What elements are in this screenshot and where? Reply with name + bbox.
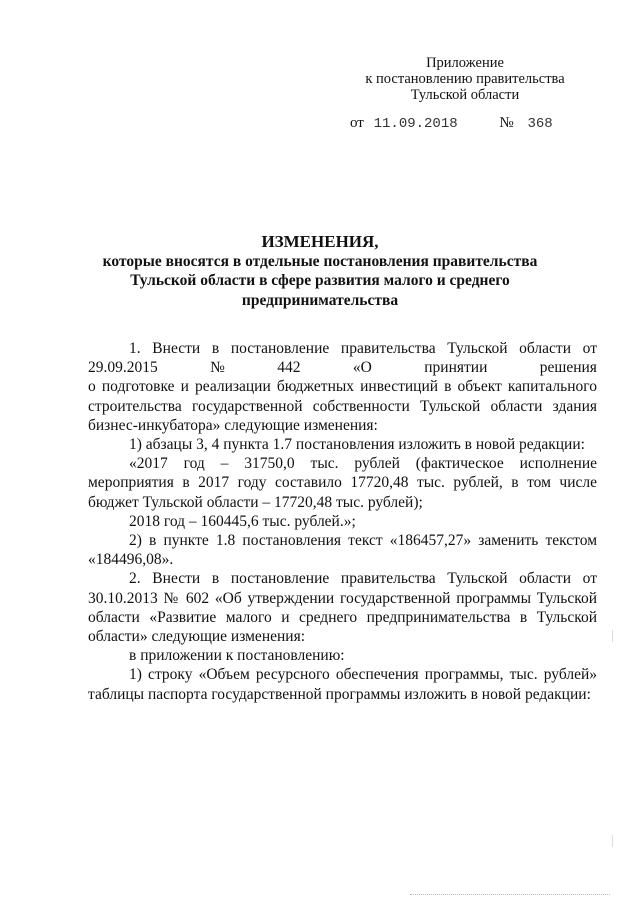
p1-word-number: 442 [277, 359, 301, 377]
paragraph-3: «2017 год – 31750,0 тыс. рублей (фактическое исполнение мероприятия в 2017 году составило 17720,48 тыс. рублей, в том числе бюджет Тульской области – 17720,48 тыс. рублей); [88, 455, 597, 511]
registration-number: 368 [527, 116, 553, 132]
paragraph-4: 2018 год – 160445,6 тыс. рублей.»; [129, 512, 356, 530]
p1-word-adoption: принятии [424, 359, 488, 377]
paragraph-1-line-1: 1. Внести в постановление правительства Тульской области от [129, 340, 597, 357]
appendix-line-3: Тульской области [410, 87, 520, 103]
from-label: от [350, 115, 364, 131]
p1-word-o: «О [352, 359, 372, 377]
paragraph-8: 1) строку «Объем ресурсного обеспечения программы, тыс. рублей» таблицы паспорта государственной программы изложить в новой редакции: [88, 666, 597, 703]
title-line-3: Тульской области в сфере развития малого и среднего [130, 272, 510, 289]
scan-artifact-mark [612, 835, 613, 847]
scan-artifact-dots [410, 892, 610, 895]
p1-word-decision: решения [539, 359, 597, 377]
appendix-line-2: к постановлению правительства [365, 71, 565, 87]
paragraph-1-line-2 [88, 358, 597, 377]
scan-artifact-mark [612, 630, 613, 642]
paragraph-6: 2. Внести в постановление правительства Тульской области от 30.10.2013 № 602 «Об утверждении государственной программы Тульской области «Развитие малого и среднего предпринимательства в Тульской области» следующие изменения: [88, 570, 597, 646]
paragraph-1-rest: о подготовке и реализации бюджетных инвестиций в объект капитального строительства государственной собственности Тульской области здания бизнес-инкубатора» следующие изменения: [88, 378, 597, 434]
document-title [60, 232, 580, 310]
title-line-2: которые вносятся в отдельные постановления правительства [102, 252, 538, 270]
paragraph-7: в приложении к постановлению: [129, 647, 345, 665]
number-label: № [499, 115, 514, 131]
paragraph-5: 2) в пункте 1.8 постановления текст «186457,27» заменить текстом «184496,08». [88, 532, 597, 569]
paragraph-2: 1) абзацы 3, 4 пункта 1.7 постановления изложить в новой редакции: [129, 436, 585, 454]
registration-line [350, 115, 553, 132]
title-head: ИЗМЕНЕНИЯ, [261, 232, 379, 251]
appendix-line-1: Приложение [426, 55, 504, 71]
p1-word-no: № [210, 359, 225, 377]
title-line-4: предпринимательства [241, 291, 399, 309]
appendix-header [330, 55, 600, 103]
p1-word-date: 29.09.2015 [88, 359, 158, 377]
registration-date: 11.09.2018 [373, 116, 458, 132]
document-body [88, 339, 597, 704]
